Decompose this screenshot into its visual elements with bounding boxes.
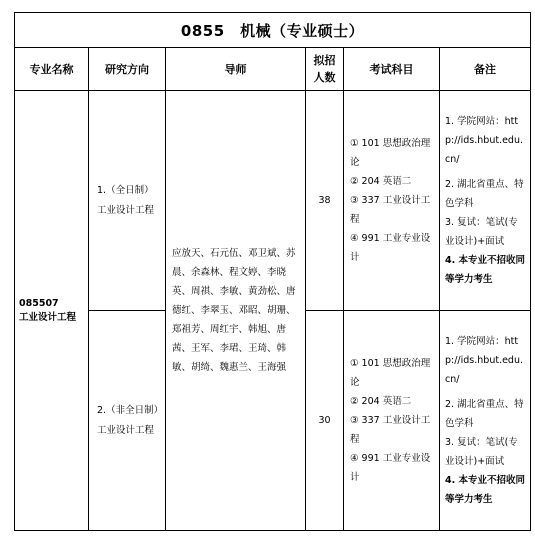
header-direction: 研究方向 xyxy=(89,48,166,91)
exam-item: ③ 337 工业设计工程 xyxy=(350,415,431,445)
major-name: 工业设计工程 xyxy=(19,311,77,323)
header-notes: 备注 xyxy=(440,48,531,91)
direction-mode: 2.（非全日制） xyxy=(97,404,164,416)
exam-item: ④ 991 工业专业设计 xyxy=(350,233,431,263)
notes-cell-1 xyxy=(440,91,531,311)
note-no-equivalent: 4. 本专业不招收同等学力考生 xyxy=(445,475,526,505)
table-title: 0855 机械（专业硕士） xyxy=(15,13,531,48)
direction-mode: 1.（全日制） xyxy=(97,184,154,196)
table-row xyxy=(15,91,531,311)
note-retest: 3. 复试：笔试(专业设计)+面试 xyxy=(445,217,518,247)
direction-cell-2 xyxy=(89,311,166,531)
direction-name: 工业设计工程 xyxy=(97,204,155,216)
admissions-table xyxy=(14,12,531,531)
header-major: 专业名称 xyxy=(15,48,89,91)
quota-cell-2: 30 xyxy=(306,311,344,531)
header-mentor: 导师 xyxy=(166,48,306,91)
exam-cell-1 xyxy=(344,91,440,311)
direction-cell-1 xyxy=(89,91,166,311)
note-key-discipline: 2. 湖北省重点、特色学科 xyxy=(445,399,524,429)
note-retest: 3. 复试：笔试(专业设计)+面试 xyxy=(445,437,518,467)
major-cell xyxy=(15,91,89,531)
note-key-discipline: 2. 湖北省重点、特色学科 xyxy=(445,179,524,209)
note-website: 1. 学院网站：http://ids.hbut.edu.cn/ xyxy=(445,336,524,385)
exam-item: ④ 991 工业专业设计 xyxy=(350,453,431,483)
header-exam: 考试科目 xyxy=(344,48,440,91)
header-quota: 拟招人数 xyxy=(306,48,344,91)
note-no-equivalent: 4. 本专业不招收同等学力考生 xyxy=(445,255,526,285)
direction-name: 工业设计工程 xyxy=(97,424,155,436)
note-website: 1. 学院网站：http://ids.hbut.edu.cn/ xyxy=(445,116,524,165)
exam-item: ② 204 英语二 xyxy=(350,176,412,187)
exam-item: ① 101 思想政治理论 xyxy=(350,138,431,168)
mentors-cell: 应放天、石元伍、邓卫斌、苏晨、余森林、程文婷、李晓英、周祺、李敏、黄劲松、唐德红、李翠玉、邓昭、胡珊、郑祖芳、周红宇、韩旭、唐茜、王军、李珺、王琦、韩敏、胡绮、魏惠兰、王海强 xyxy=(166,91,306,531)
exam-item: ② 204 英语二 xyxy=(350,396,412,407)
exam-item: ③ 337 工业设计工程 xyxy=(350,195,431,225)
quota-cell-1: 38 xyxy=(306,91,344,311)
header-row xyxy=(15,48,531,91)
notes-cell-2 xyxy=(440,311,531,531)
exam-cell-2 xyxy=(344,311,440,531)
exam-item: ① 101 思想政治理论 xyxy=(350,358,431,388)
major-code: 085507 xyxy=(19,297,59,309)
